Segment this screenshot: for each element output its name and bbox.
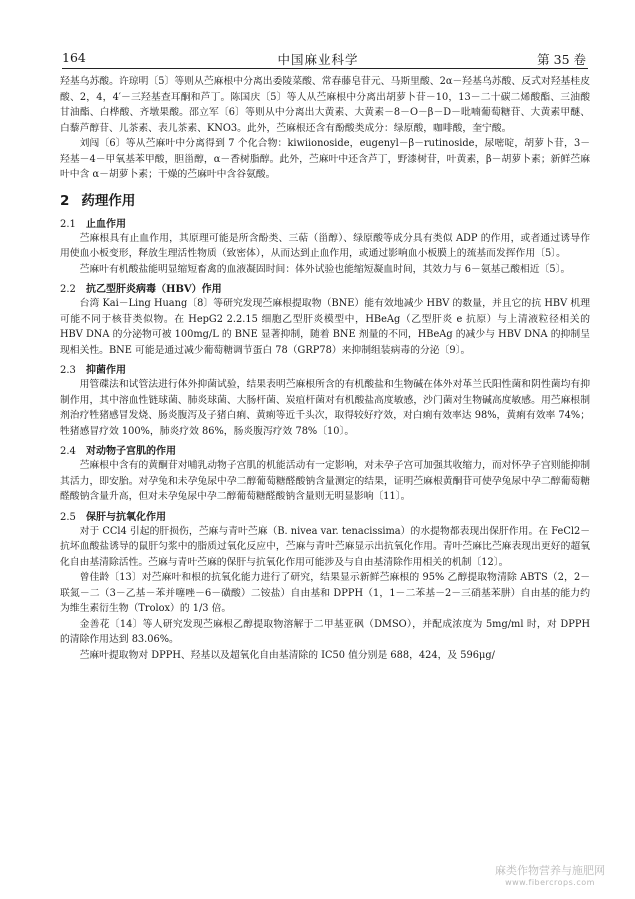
body-paragraph: 金善花〔14〕等人研究发现苎麻根乙醇提取物溶解于二甲基亚砜（DMSO），并配成浓度为 5mg/ml 时，对 DPPH 的清除作用达到 83.06%。 — [60, 618, 590, 645]
subsection-number: 2.5 — [60, 511, 76, 523]
site-watermark — [470, 862, 630, 887]
body-paragraph: 用管碟法和试管法进行体外抑菌试验，结果表明苎麻根所含的有机酸盐和生物碱在体外对革兰氏阳性菌和阴性菌均有抑制作用，其中溶血性链球菌、肺炎球菌、大肠杆菌、炭疽杆菌对有机酸盐高度敏感，沙门菌对生物碱高度敏感。用苎麻根制剂治疗牲猪感冒发烧、肠炎腹泻及子猪白痢、黄痢等近千头次，取得较好疗效，对白痢有效率达 98%，黄痢有效率 74%；牲猪感冒疗效 100%，肺炎疗效 86%，肠炎腹泻疗效 78%〔10〕。 — [60, 379, 590, 437]
subsection-title: 保肝与抗氧化作用 — [86, 511, 166, 523]
subsection-title: 止血作用 — [86, 218, 126, 230]
subsection-number: 2.3 — [60, 365, 76, 376]
volume-label: 第 35 卷 — [537, 52, 586, 67]
body-paragraph: 对于 CCl4 引起的肝损伤，苎麻与青叶苎麻（B. nivea var. tenacissima）的水提物都表现出保肝作用。在 FeCl2－抗坏血酸盐诱导的鼠肝匀浆中的脂质过氧化反应中，苎麻与青叶苎麻显示出抗氧化作用。青叶苎麻比苎麻表现出更好的超氧化自由基清除活性。苎麻与青叶苎麻的保肝与抗氧化作用可能涉及与自由基清除作用相关的机制〔12〕。 — [60, 525, 590, 568]
body-paragraph: 苎麻根具有止血作用，其原理可能是所含酚类、三萜（甾醇）、绿原酸等成分具有类似 ADP 的作用，或者通过诱导作用使血小板变形，释放生理活性物质（致密体），从而达到止血作用，或通过影响血小板膜上的巯基而发挥作用〔5〕。 — [60, 232, 590, 259]
subsection-heading — [60, 361, 590, 376]
subsection-heading — [60, 508, 590, 523]
subsection-title: 抑菌作用 — [86, 365, 126, 376]
body-paragraph: 台湾 Kai－Ling Huang〔8〕等研究发现苎麻根提取物（BNE）能有效地减少 HBV 的数量，并且它的抗 HBV 机理可能不同于核苷类似物。在 HepG2 2.2.15 细胞乙型肝炎模型中，HBeAg（乙型肝炎 e 抗原）与上清液粒径相关的 HBV DNA 的分泌物可被 100mg/L 的 BNE 显著抑制，随着 BNE 剂量的不同，HBeAg 的减少与 HBV DNA 的抑制呈现相关性。BNE 可能是通过减少葡萄糖调节蛋白 78（GRP78）来抑制组装病毒的分泌〔9〕。 — [60, 298, 590, 356]
subsection-number: 2.4 — [60, 446, 76, 457]
section-number: 2 — [60, 192, 70, 209]
subsection-heading — [60, 442, 590, 457]
body-paragraph: 苎麻叶有机酸盐能明显缩短畜禽的血液凝固时间：体外试验也能缩短凝血时间，其效力与 6－氨基己酸相近〔5〕。 — [79, 263, 571, 275]
journal-title: 中国麻业科学 — [277, 52, 359, 67]
subsection-heading — [60, 280, 590, 295]
page-number: 164 — [62, 50, 86, 65]
subsection-title: 对动物子宫肌的作用 — [86, 446, 176, 457]
section-heading — [60, 189, 590, 209]
subsection-number: 2.1 — [60, 218, 76, 230]
article-body — [60, 74, 590, 663]
watermark-name: 麻类作物营养与施肥网 — [495, 864, 605, 877]
subsection-number: 2.2 — [60, 284, 76, 295]
header-rule — [62, 68, 588, 69]
watermark-url: www.fibercrops.com — [505, 878, 595, 887]
body-paragraph: 曾佳龄〔13〕对苎麻叶和根的抗氧化能力进行了研究，结果显示新鲜苎麻根的 95% 乙醇提取物清除 ABTS（2，2－联氮－二（3－乙基－苯并噻唑－6－磺酸）二铵盐）自由基和 DPPH（1，1－二苯基－2－三硝基苯肼）自由基的能力约为维生素衍生物（Trolox）的 1/3 倍。 — [60, 572, 590, 614]
section-title: 药理作用 — [81, 192, 136, 209]
intro-paragraph: 羟基乌苏酸。许琼明〔5〕等则从苎麻根中分离出委陵菜酸、常春藤皂苷元、马斯里酸、2α－羟基乌苏酸、反式对羟基桂皮酸、2，4，4′－三羟基查耳酮和芦丁。陈国庆〔5〕等人从苎麻根中分离出胡萝卜苷－10，13－二十碳二烯酸酯、三油酸甘油酯、白桦酸、齐墩果酸。邵立军〔6〕等则从中分离出大黄素、大黄素－8－O－β－D－吡喃葡萄糖苷、大黄素甲醚、白藜芦醇苷、儿茶素、表儿茶素、KNO3。此外，苎麻根还含有酚酸类成分：绿原酸，咖啡酸，奎宁酸。 — [60, 76, 590, 134]
running-header — [40, 50, 596, 68]
body-paragraph: 苎麻叶提取物对 DPPH、羟基以及超氧化自由基清除的 IC50 值分别是 688，424，及 596μg/ — [79, 649, 495, 661]
intro-paragraph: 刘闯〔6〕等从苎麻叶中分离得到 7 个化合物：kiwiionoside，eugenyl－β－rutinoside，尿嘧啶，胡萝卜苷，3－羟基－4－甲氧基苯甲酸，胆甾醇，α－香树脂醇。此外，苎麻叶中还含芦丁，野漆树苷，叶黄素，β－胡萝卜素；新鲜苎麻叶中含 α－胡萝卜素；干燥的苎麻叶中含谷氨酸。 — [60, 138, 590, 180]
body-paragraph: 苎麻根中含有的黄酮苷对哺乳动物子宫肌的机能活动有一定影响，对未孕子宫可加强其收缩力，而对怀孕子宫则能抑制其活力，即安胎。对孕兔和未孕兔尿中孕二醇葡萄糖醛酸钠含量测定的结果，证明苎麻根黄酮苷可使孕兔尿中孕二醇葡萄糖醛酸钠含量升高，但对未孕兔尿中孕二醇葡萄糖醛酸钠含量则无明显影响〔11〕。 — [60, 460, 590, 502]
subsection-heading — [60, 215, 590, 230]
subsection-title: 抗乙型肝炎病毒（HBV）作用 — [86, 284, 222, 295]
